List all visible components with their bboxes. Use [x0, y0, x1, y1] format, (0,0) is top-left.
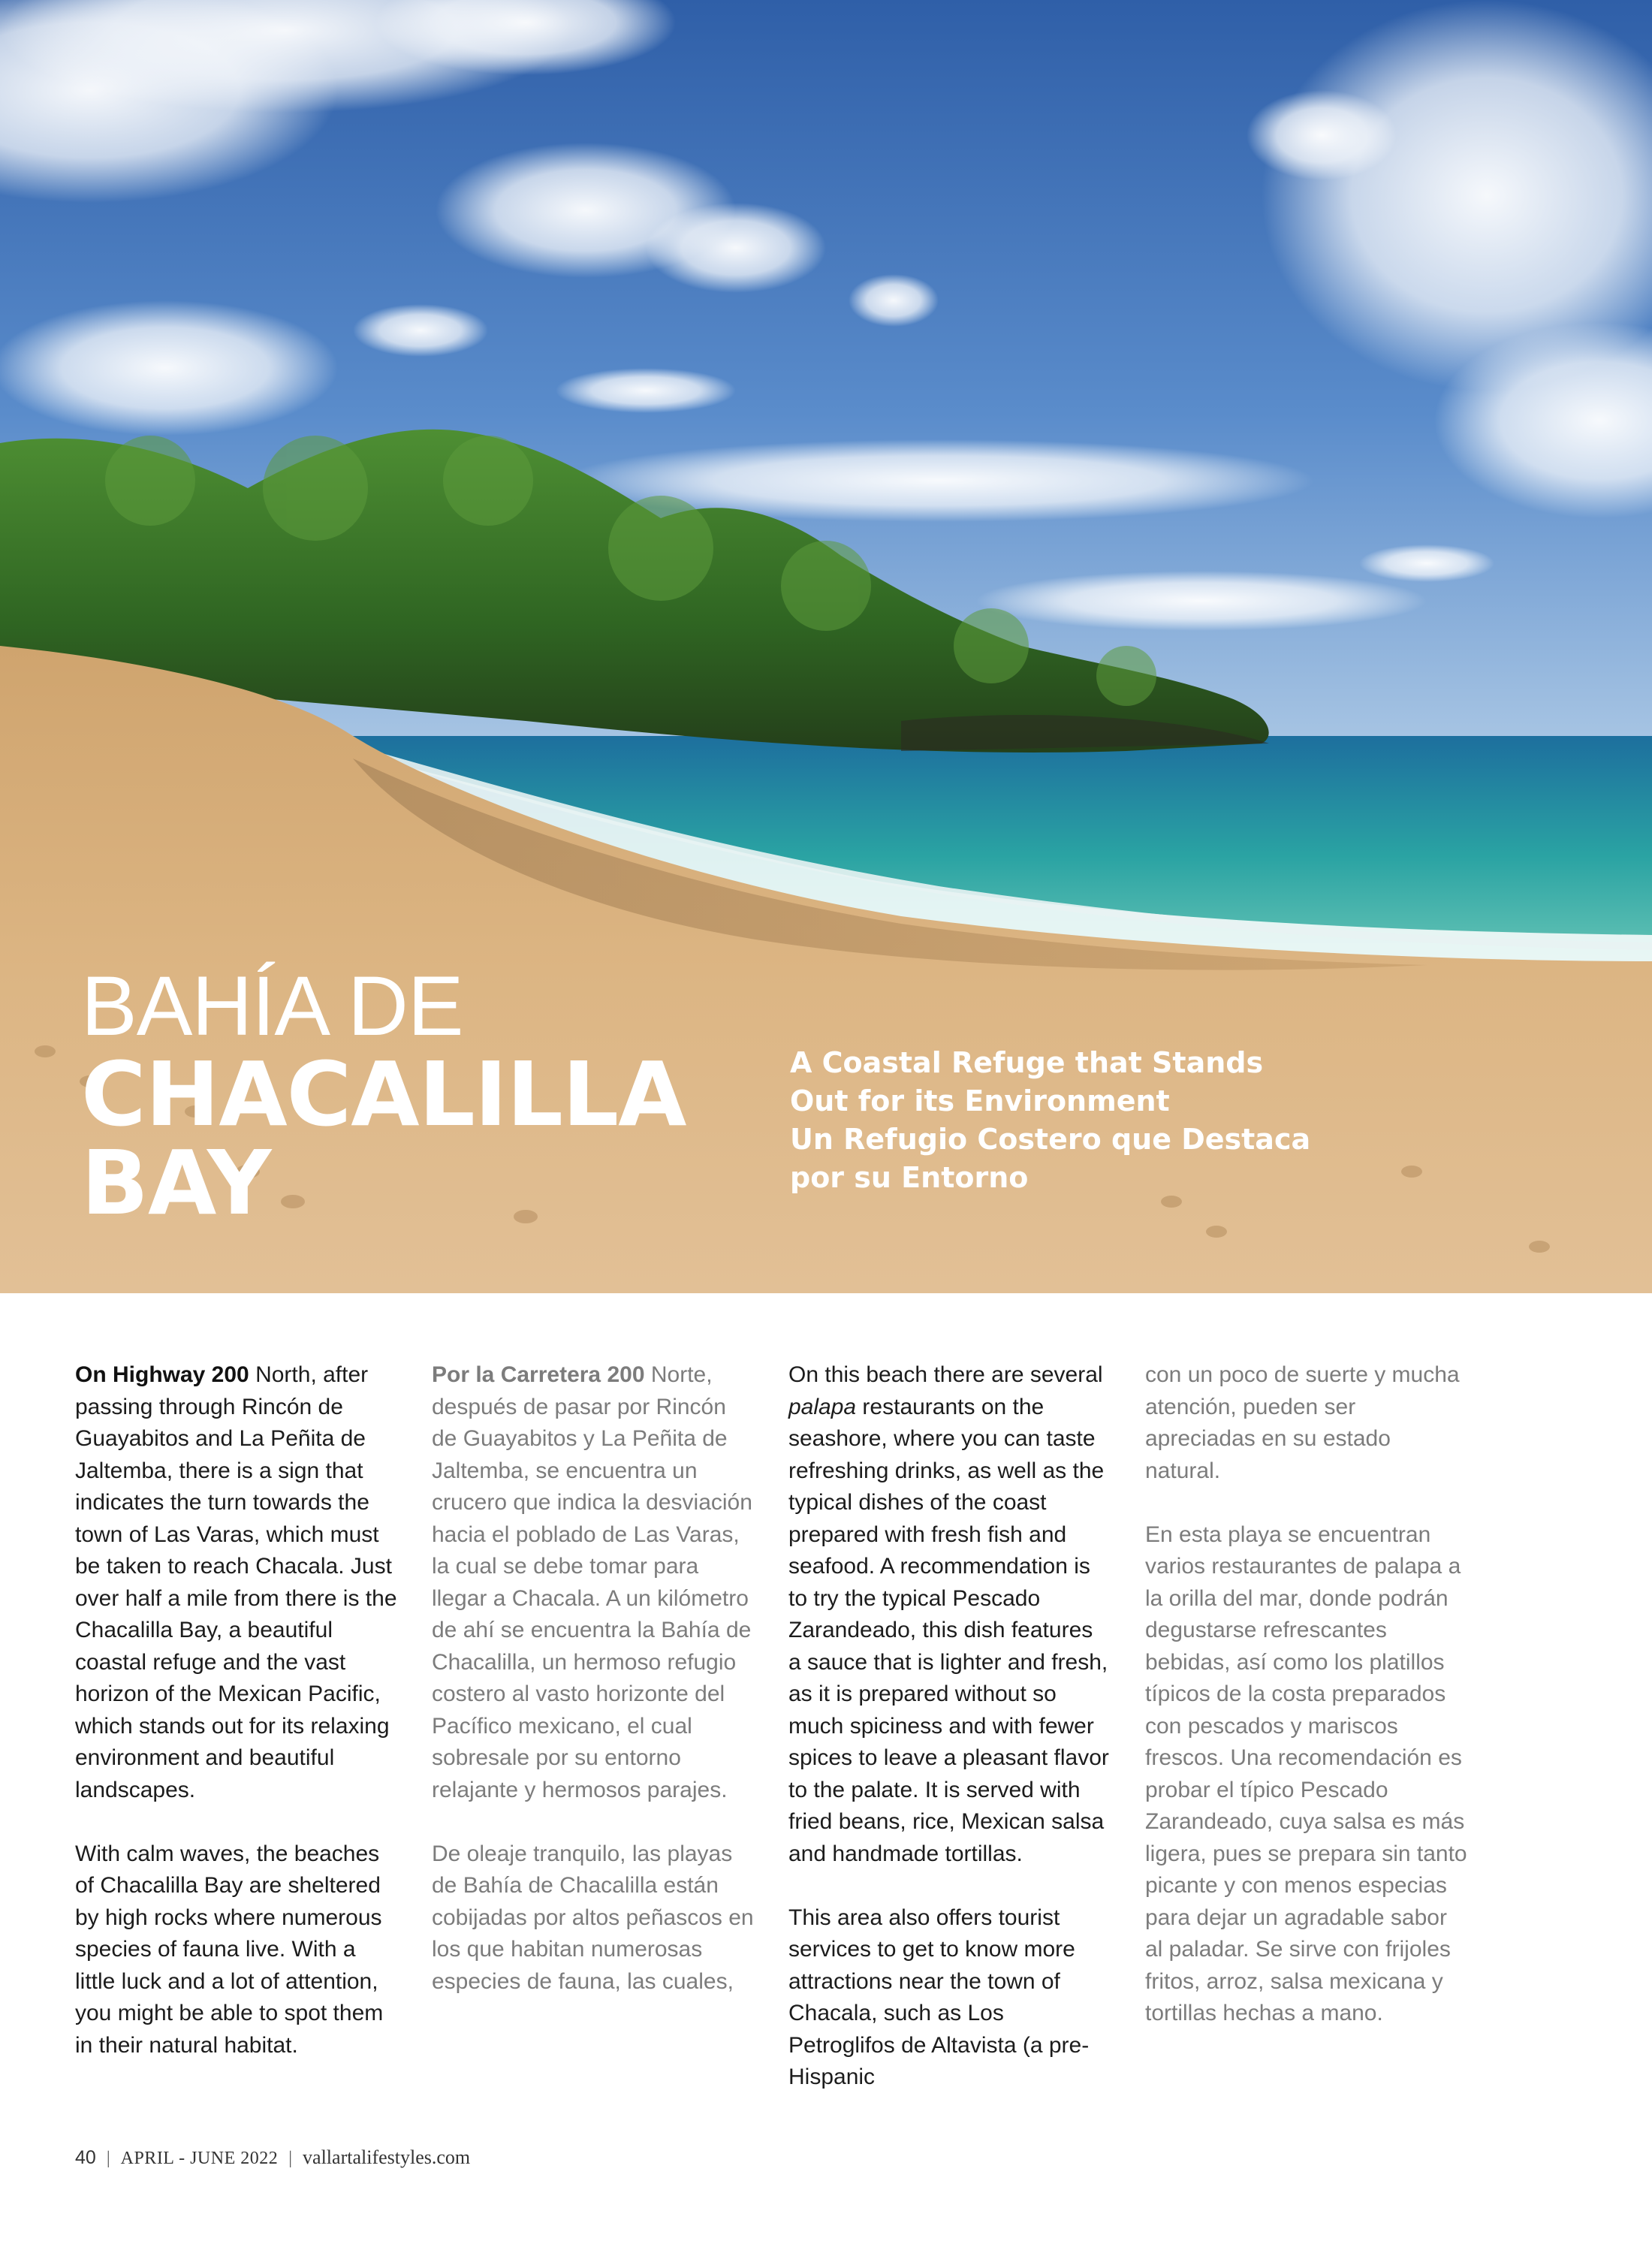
paragraph-text: North, after passing through Rincón de Guayabitos and La Peñita de Jaltemba, there is a sign that indicates the turn towards the town of Las Varas, which must be taken to reach Chacala. Just over half a mile from there is the Chacalilla Bay, a beautiful coastal refuge and the vast horizon of the Mexican Pacific, which stands out for its relaxing environment and beautiful landscapes. — [75, 1362, 397, 1802]
paragraph: De oleaje tranquilo, las playas de Bahía de Chacalilla están cobijadas por altos peñascos en los que habitan numerosas especies de fauna, las cuales, — [432, 1841, 754, 1994]
title-line-2: CHACALILLA — [81, 1042, 686, 1146]
subtitle-en-line-2: Out for its Environment — [790, 1084, 1170, 1117]
article-title — [81, 959, 686, 1235]
lead-in: On Highway 200 — [75, 1362, 249, 1387]
subtitle-es-line-1: Un Refugio Costero que Destaca — [790, 1123, 1311, 1156]
column-4-spanish — [1145, 1359, 1468, 2061]
subtitle-en-line-1: A Coastal Refuge that Stands — [790, 1046, 1264, 1079]
column-3-english — [788, 1359, 1111, 2125]
paragraph-text: restaurants on the seashore, where you can taste refreshing drinks, as well as the typical dishes of the coast prepared with fresh fish and seafood. A recommendation is to try the typical Pescado Zarandeado, this dish features a sauce that is lighter and fresh, as it is prepared without so much spiciness and with fewer spices to leave a pleasant flavor to the palate. It is served with fried beans, rice, Mexican salsa and handmade tortillas. — [788, 1394, 1109, 1866]
website-link[interactable]: vallartalifestyles.com — [303, 2146, 471, 2168]
paragraph-text: Norte, después de pasar por Rincón de Guayabitos y La Peñita de Jaltemba, se encuentra un crucero que indica la desviación hacia el poblado de Las Varas, la cual se debe tomar para llegar a Chacala. A un kilómetro de ahí se encuentra la Bahía de Chacalilla, un hermoso refugio costero al vasto horizonte del Pacífico mexicano, el cual sobresale por su entorno relajante y hermosos parajes. — [432, 1362, 752, 1802]
footer-separator: | — [106, 2149, 110, 2168]
paragraph: With calm waves, the beaches of Chacalilla Bay are sheltered by high rocks where numerous species of fauna live. With a little luck and a lot of attention, you might be able to spot them in their natural habitat. — [75, 1841, 384, 2058]
paragraph: con un poco de suerte y mucha atención, pueden ser apreciadas en su estado natural. — [1145, 1362, 1460, 1483]
paragraph-text: On this beach there are several — [788, 1362, 1103, 1387]
issue-date: APRIL - JUNE 2022 — [120, 2149, 279, 2168]
page-number: 40 — [75, 2147, 96, 2168]
paragraph — [75, 1359, 398, 1806]
footer-separator: | — [288, 2149, 293, 2168]
page-footer — [75, 2146, 470, 2169]
subtitle-es-line-2: por su Entorno — [790, 1161, 1029, 1194]
article-subtitle — [790, 1044, 1331, 1197]
paragraph: En esta playa se encuentran varios restaurantes de palapa a la orilla del mar, donde podrán degustarse refrescantes bebidas, así como los platillos típicos de la costa preparados con pescados y mariscos frescos. Una recomendación es probar el típico Pescado Zarandeado, cuya salsa es más ligera, pues se prepara sin tanto picante y con menos especias para dejar un agradable sabor al paladar. Se sirve con frijoles fritos, arroz, salsa mexicana y tortillas hechas a mano. — [1145, 1522, 1467, 2025]
column-1-english — [75, 1359, 398, 2094]
paragraph: This area also offers tourist services to get to know more attractions near the town of Chacala, such as Los Petroglifos de Altavista (a pre-Hispanic — [788, 1905, 1090, 2089]
lead-in: Por la Carretera 200 — [432, 1362, 645, 1387]
title-line-3: BAY — [81, 1131, 271, 1235]
italic-term: palapa — [788, 1394, 857, 1419]
title-line-1: BAHÍA DE — [81, 959, 463, 1053]
column-2-spanish — [432, 1359, 755, 2030]
paragraph — [788, 1359, 1111, 1870]
paragraph — [432, 1359, 755, 1806]
